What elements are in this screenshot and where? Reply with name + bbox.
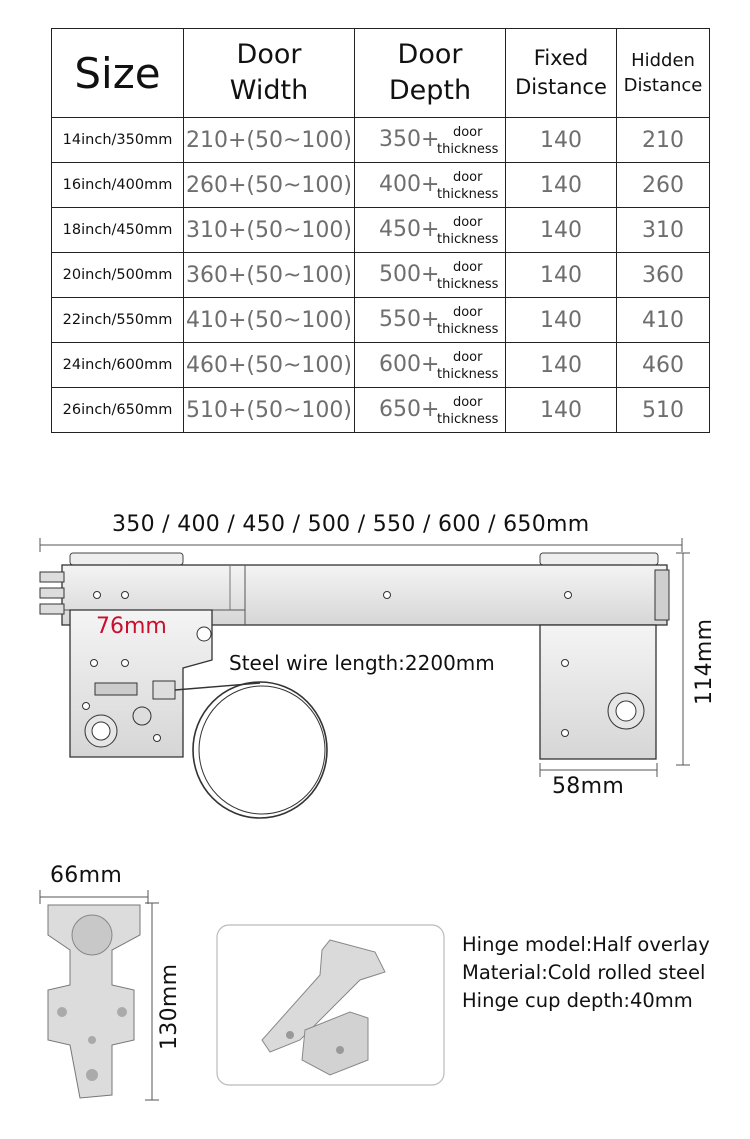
cell-fixed-distance: 140	[506, 163, 617, 208]
height-dimension-line	[676, 553, 690, 765]
cell-hidden-distance: 460	[617, 343, 710, 388]
wire-length-label: Steel wire length:2200mm	[229, 651, 495, 675]
cell-door-width: 410+(50~100)	[184, 298, 355, 343]
header-fixed-distance: Fixed Distance	[506, 29, 617, 118]
hinge-front-drawing	[48, 905, 140, 1098]
cell-hidden-distance: 260	[617, 163, 710, 208]
cell-size: 16inch/400mm	[52, 163, 184, 208]
cell-fixed-distance: 140	[506, 118, 617, 163]
cell-door-width: 510+(50~100)	[184, 388, 355, 433]
cell-size: 18inch/450mm	[52, 208, 184, 253]
cell-fixed-distance: 140	[506, 208, 617, 253]
length-dimension-label: 350 / 400 / 450 / 500 / 550 / 600 / 650mm	[112, 512, 590, 537]
hinge-photo-frame	[217, 925, 444, 1085]
hinge-cup-depth-text: Hinge cup depth:40mm	[462, 989, 693, 1012]
cell-door-depth: 400+ door thickness	[355, 163, 506, 208]
cell-fixed-distance: 140	[506, 253, 617, 298]
cell-door-depth: 500+ door thickness	[355, 253, 506, 298]
cell-size: 14inch/350mm	[52, 118, 184, 163]
cell-door-depth: 650+ door thickness	[355, 388, 506, 433]
cell-size: 26inch/650mm	[52, 388, 184, 433]
cell-size: 22inch/550mm	[52, 298, 184, 343]
cell-door-width: 360+(50~100)	[184, 253, 355, 298]
cell-door-width: 460+(50~100)	[184, 343, 355, 388]
cell-fixed-distance: 140	[506, 298, 617, 343]
cell-fixed-distance: 140	[506, 388, 617, 433]
header-door-depth: Door Depth	[355, 29, 506, 118]
hinge-spec-list	[462, 931, 710, 1015]
length-dimension-line	[40, 538, 682, 552]
cell-hidden-distance: 360	[617, 253, 710, 298]
cell-door-width: 310+(50~100)	[184, 208, 355, 253]
hinge-width-label: 66mm	[50, 863, 123, 888]
hinge-height-label: 130mm	[157, 963, 182, 1050]
cell-door-depth: 600+ door thickness	[355, 343, 506, 388]
cell-size: 20inch/500mm	[52, 253, 184, 298]
cell-hidden-distance: 210	[617, 118, 710, 163]
hinge-width-dimension-line	[40, 890, 148, 904]
height-dimension-label: 114mm	[692, 618, 717, 705]
steel-wire-coil	[175, 682, 327, 818]
bracket-width-label: 58mm	[552, 774, 625, 799]
right-mounting-bracket	[540, 625, 656, 759]
header-size: Size	[52, 29, 184, 118]
cell-door-width: 210+(50~100)	[184, 118, 355, 163]
cell-door-depth: 450+ door thickness	[355, 208, 506, 253]
header-door-width: Door Width	[184, 29, 355, 118]
cell-fixed-distance: 140	[506, 343, 617, 388]
cell-hidden-distance: 310	[617, 208, 710, 253]
cell-door-width: 260+(50~100)	[184, 163, 355, 208]
header-hidden-distance: Hidden Distance	[617, 29, 710, 118]
cell-door-depth: 350+ door thickness	[355, 118, 506, 163]
cell-size: 24inch/600mm	[52, 343, 184, 388]
cell-hidden-distance: 410	[617, 298, 710, 343]
hinge-model-text: Hinge model:Half overlay	[462, 933, 710, 956]
offset-dimension-label: 76mm	[96, 614, 167, 639]
cell-hidden-distance: 510	[617, 388, 710, 433]
cell-door-depth: 550+ door thickness	[355, 298, 506, 343]
hinge-material-text: Material:Cold rolled steel	[462, 961, 706, 984]
